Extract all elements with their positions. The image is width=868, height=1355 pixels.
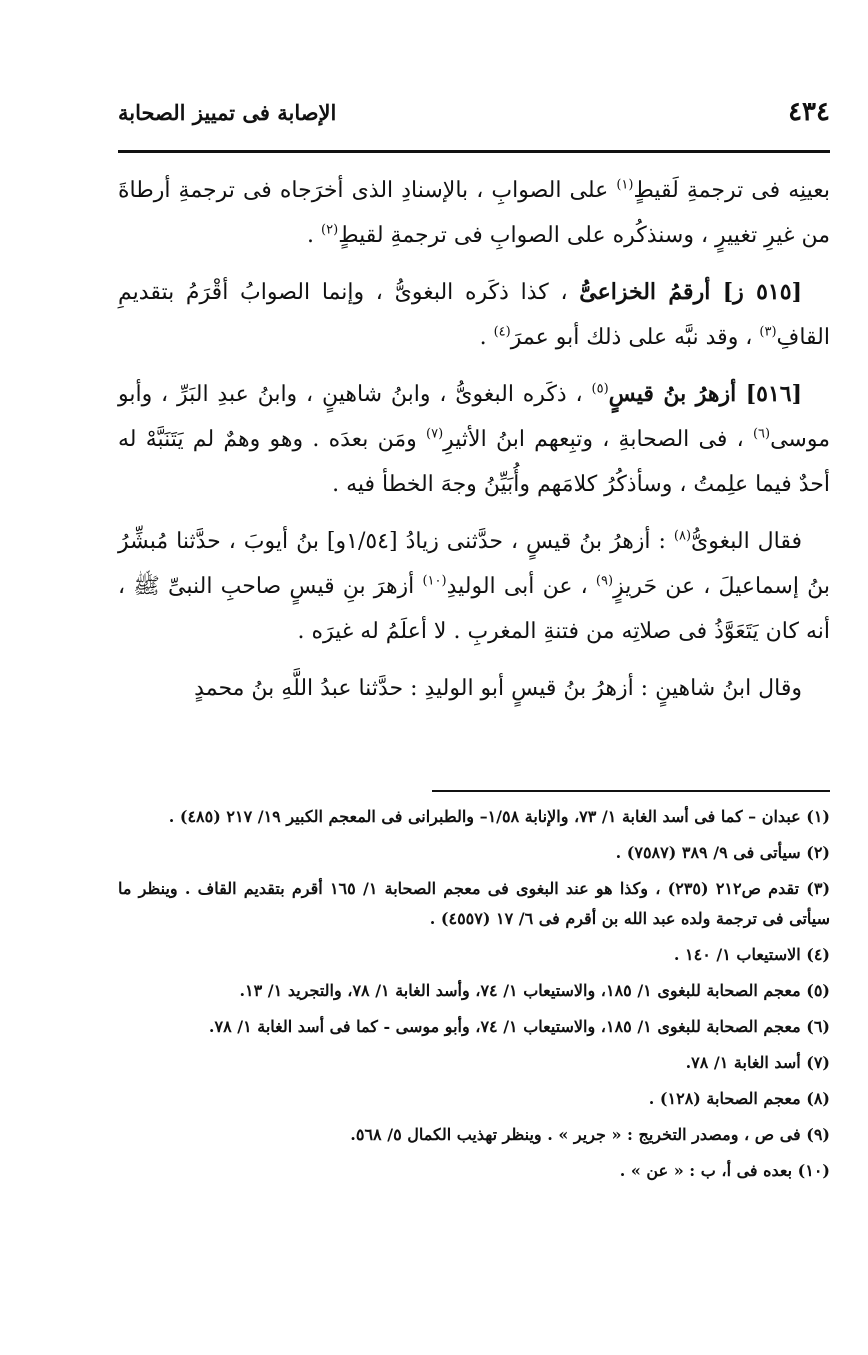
footnote-marker: (٥) — [591, 381, 609, 397]
footnote-marker: (٣) — [759, 324, 777, 340]
header-rule — [118, 150, 830, 153]
text-run: : أزهرُ بنُ قيسٍ ، حدَّثنى زيادُ [١/٥٤و] بنُ أيوبَ ، حدَّثنا مُبشِّرُ بنُ إسماعيلَ ، عن حَريزٍ — [118, 529, 830, 599]
entry-515 — [118, 270, 830, 360]
footnote-2: (٢) سيأتى فى ٩/ ٣٨٩ (٧٥٨٧) . — [615, 843, 830, 862]
text-run: أزهرَ بنِ قيسٍ صاحبِ النبىِّ ﷺ ، أنه كان يَتَعَوَّذُ فى صلاتِه من فتنةِ المغربِ . لا أعلَمُ له غيرَه . — [118, 574, 830, 644]
footnote-marker: (٤) — [493, 324, 511, 340]
entry-name: أرقمُ الخزاعىُّ — [579, 279, 723, 305]
footnotes — [118, 802, 830, 1192]
main-text — [118, 168, 830, 723]
footnote-marker: (٢) — [321, 222, 339, 238]
page-header — [118, 88, 830, 136]
text-run: ، وقد نبَّه على ذلك أبو عمرَ — [510, 325, 760, 350]
text-run: وقال ابنُ شاهينٍ : أزهرُ بنُ قيسٍ أبو الوليدِ : حدَّثنا عبدُ اللَّهِ بنُ محمدٍ — [194, 676, 802, 701]
entry-number: [٥١٥ ز] — [722, 279, 802, 305]
footnote-marker: (٧) — [426, 426, 444, 442]
text-run: ، فى الصحابةِ ، وتبِعهم ابنُ الأثيرِ — [443, 427, 753, 452]
text-run: فقال البغوىُّ — [691, 529, 802, 554]
footnote-marker: (٩) — [595, 573, 614, 589]
entry-number: [٥١٦] — [745, 381, 802, 407]
footnote-10: (١٠) بعده فى أ، ب : « عن » . — [619, 1161, 830, 1180]
footnote-1: (١) عبدان – كما فى أسد الغابة ١/ ٧٣، والإنابة ١/٥٨– والطبرانى فى المعجم الكبير ١٩/ ٢١٧ (٤٨٥) . — [168, 807, 830, 826]
running-title: الإصابة فى تمييز الصحابة — [118, 99, 337, 125]
footnote-5: (٥) معجم الصحابة للبغوى ١/ ١٨٥، والاستيعاب ١/ ٧٤، وأسد الغابة ١/ ٧٨، والتجريد ١/ ١٣. — [239, 981, 830, 1000]
footnote-marker: (٨) — [673, 528, 692, 544]
footnote-marker: (٦) — [752, 426, 771, 442]
paragraph-1 — [118, 168, 830, 258]
footnote-marker: (١٠) — [422, 573, 447, 589]
text-run: ، عن أبى الوليدِ — [446, 574, 596, 599]
text-run: بعينِه فى ترجمةِ لَقيطٍ — [633, 178, 830, 203]
text-run: ، ذكَره البغوىُّ ، وابنُ شاهينٍ ، وابنُ عبدِ البَرِّ ، وأبو موسى — [118, 382, 830, 452]
footnote-rule — [432, 790, 830, 792]
page-number: ٤٣٤ — [788, 97, 830, 127]
footnote-7: (٧) أسد الغابة ١/ ٧٨. — [685, 1053, 830, 1072]
paragraph-baghawi — [118, 519, 830, 654]
text-run: ، كذا ذكَره البغوىُّ ، وإنما الصوابُ أقْرَمُ بتقديمِ القافِ — [118, 280, 830, 350]
footnote-4: (٤) الاستيعاب ١/ ١٤٠ . — [673, 945, 830, 964]
footnote-8: (٨) معجم الصحابة (١٢٨) . — [648, 1089, 830, 1108]
footnote-6: (٦) معجم الصحابة للبغوى ١/ ١٨٥، والاستيعاب ١/ ٧٤، وأبو موسى - كما فى أسد الغابة ١/ ٧٨. — [208, 1017, 830, 1036]
footnote-9: (٩) فى ص ، ومصدر التخريج : « جرير » . وينظر تهذيب الكمال ٥/ ٥٦٨. — [350, 1125, 830, 1144]
footnote-3: (٣) تقدم ص٢١٢ (٢٣٥) ، وكذا هو عند البغوى فى معجم الصحابة ١/ ١٦٥ أقرم بتقديم القاف . وينظر ما سيأتى فى ترجمة ولده عبد الله بن أقرم فى ٦/ ١٧ (٤٥٥٧) . — [118, 879, 831, 928]
entry-name: أزهرُ بنُ قيسٍ — [608, 381, 746, 407]
text-run: . — [307, 223, 322, 248]
text-run: على الصوابِ ، بالإسنادِ الذى أخرَجاه فى ترجمةِ أرطاةَ من غيرِ تغييرٍ ، وسنذكُره على الصوابِ فى ترجمةِ لقيطٍ — [118, 178, 830, 248]
text-run: ومَن بعدَه . وهو وهمٌ لم يَتَنَبَّهْ له أحدٌ فيما علِمتُ ، وسأذكُرُ كلامَهم وأُبَيِّنُ وجهَ الخطأ فيه . — [118, 427, 830, 497]
entry-516 — [118, 372, 830, 507]
text-run: . — [479, 325, 494, 350]
footnote-marker: (١) — [616, 177, 634, 193]
paragraph-ibn-shahin — [118, 666, 830, 711]
